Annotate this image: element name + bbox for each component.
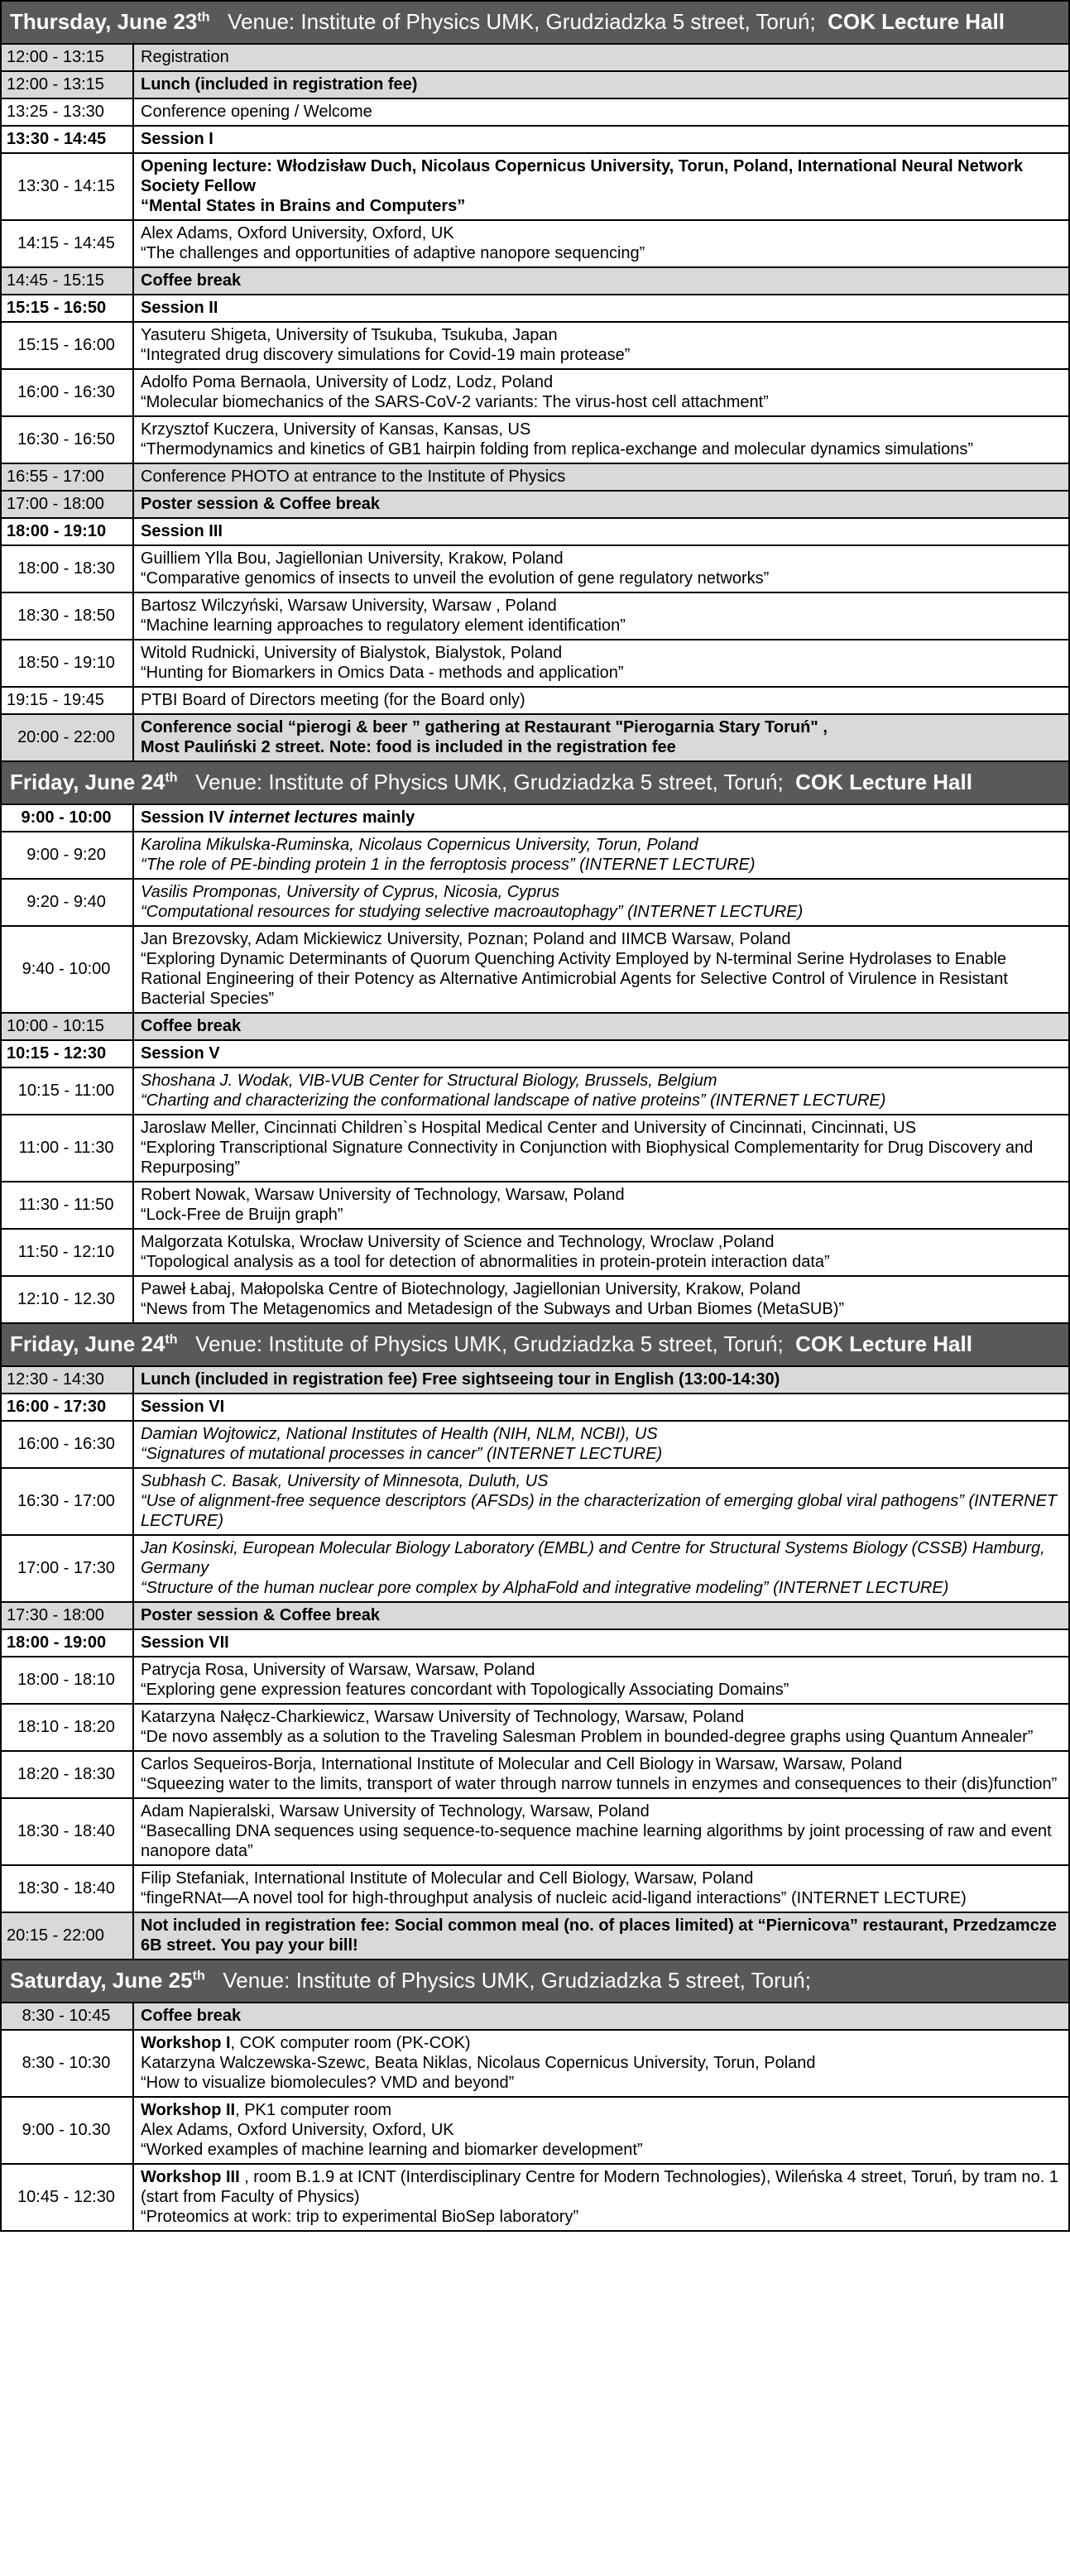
time-cell: 12:00 - 13:15 xyxy=(1,44,133,71)
schedule-row xyxy=(1,267,1069,295)
schedule-row xyxy=(1,98,1069,126)
time-cell: 10:15 - 12:30 xyxy=(1,1040,133,1067)
event-cell xyxy=(133,1182,1069,1229)
schedule-row xyxy=(1,1276,1069,1323)
time-cell: 18:00 - 19:00 xyxy=(1,1629,133,1657)
time-cell: 13:25 - 13:30 xyxy=(1,98,133,126)
time-cell: 9:00 - 9:20 xyxy=(1,832,133,879)
event-text: Session VII xyxy=(141,1633,229,1652)
event-text: , room B.1.9 at ICNT (Interdisciplinary Centre for Modern Technologies), Wileńska 4 street, Toruń, by tram no. 1 (start from Faculty of Physics) xyxy=(141,2168,1058,2206)
event-text: Krzysztof Kuczera, University of Kansas, Kansas, US xyxy=(141,420,531,439)
event-text: “Mental States in Brains and Computers” xyxy=(141,197,466,215)
event-text: Witold Rudnicki, University of Bialystok, Bialystok, Poland xyxy=(141,644,563,662)
event-text: Malgorzata Kotulska, Wrocław University of Science and Technology, Wroclaw ,Poland xyxy=(141,1233,775,1251)
event-cell xyxy=(133,369,1069,416)
schedule-row xyxy=(1,1115,1069,1182)
event-text: “fingeRNAt—A novel tool for high-throughput analysis of nucleic acid-ligand interactions” (INTERNET LECTURE) xyxy=(141,1889,967,1907)
event-cell xyxy=(133,1798,1069,1865)
day-venue: Venue: Institute of Physics UMK, Grudziadzka 5 street, Toruń; xyxy=(228,9,816,34)
schedule-row xyxy=(1,592,1069,640)
schedule-row xyxy=(1,518,1069,545)
schedule-row xyxy=(1,1798,1069,1865)
event-text: Conference opening / Welcome xyxy=(141,103,372,121)
event-cell xyxy=(133,879,1069,926)
event-cell xyxy=(133,463,1069,491)
schedule-row xyxy=(1,1629,1069,1657)
event-text: Poster session & Coffee break xyxy=(141,495,380,513)
time-cell: 17:00 - 18:00 xyxy=(1,491,133,518)
day-header xyxy=(1,1323,1069,1366)
event-text: Session IV xyxy=(141,808,229,827)
schedule-row xyxy=(1,1013,1069,1040)
day-title: Friday, June 24 xyxy=(10,770,166,794)
event-text: “Exploring gene expression features concordant with Topologically Associating Domains” xyxy=(141,1681,789,1699)
day-header xyxy=(1,1,1069,44)
schedule-row xyxy=(1,153,1069,220)
schedule-row xyxy=(1,545,1069,592)
event-text: Conference PHOTO at entrance to the Institute of Physics xyxy=(141,468,566,486)
time-cell: 16:55 - 17:00 xyxy=(1,463,133,491)
time-cell: 10:00 - 10:15 xyxy=(1,1013,133,1040)
event-text: Session V xyxy=(141,1044,220,1063)
event-cell xyxy=(133,1013,1069,1040)
event-cell xyxy=(133,804,1069,832)
schedule-row xyxy=(1,2164,1069,2231)
day-suffix: th xyxy=(165,1332,178,1347)
event-text: “Charting and characterizing the conformational landscape of native proteins” (INTERNET LECTURE) xyxy=(141,1091,886,1110)
time-cell: 16:00 - 17:30 xyxy=(1,1394,133,1421)
event-cell xyxy=(133,1535,1069,1602)
day-venue: Venue: Institute of Physics UMK, Grudziadzka 5 street, Toruń; xyxy=(195,770,784,794)
schedule-row xyxy=(1,44,1069,71)
event-cell xyxy=(133,1602,1069,1629)
event-text: Opening lecture: Włodzisław Duch, Nicolaus Copernicus University, Torun, Poland, International Neural Network Society Fellow xyxy=(141,157,1024,195)
event-text: Session I xyxy=(141,130,214,148)
event-text: “Machine learning approaches to regulatory element identification” xyxy=(141,616,626,635)
event-cell xyxy=(133,687,1069,714)
event-cell xyxy=(133,926,1069,1013)
event-cell xyxy=(133,491,1069,518)
time-cell: 18:30 - 18:40 xyxy=(1,1798,133,1865)
day-header xyxy=(1,761,1069,804)
time-cell: 9:20 - 9:40 xyxy=(1,879,133,926)
workshop-heading xyxy=(141,2167,1062,2207)
schedule-row xyxy=(1,295,1069,322)
event-cell xyxy=(133,2097,1069,2164)
time-cell: 12:10 - 12.30 xyxy=(1,1276,133,1323)
event-cell xyxy=(133,295,1069,322)
event-cell xyxy=(133,714,1069,761)
event-text: Alex Adams, Oxford University, Oxford, UK xyxy=(141,2121,454,2139)
schedule-row xyxy=(1,1751,1069,1798)
day-header-row xyxy=(1,1,1069,44)
time-cell: 18:30 - 18:40 xyxy=(1,1865,133,1912)
event-cell xyxy=(133,640,1069,687)
day-venue: Venue: Institute of Physics UMK, Grudziadzka 5 street, Toruń; xyxy=(195,1331,784,1356)
event-text: PTBI Board of Directors meeting (for the Board only) xyxy=(141,691,525,709)
time-cell: 18:20 - 18:30 xyxy=(1,1751,133,1798)
event-cell xyxy=(133,2003,1069,2030)
event-cell xyxy=(133,98,1069,126)
event-text: “Squeezing water to the limits, transport of water through narrow tunnels in enzymes and consequences to their (dis)function” xyxy=(141,1775,1058,1793)
event-text: Subhash C. Basak, University of Minnesota, Duluth, US xyxy=(141,1472,549,1490)
event-cell xyxy=(133,322,1069,369)
event-text: “Signatures of mutational processes in cancer” (INTERNET LECTURE) xyxy=(141,1445,663,1463)
schedule-row xyxy=(1,1602,1069,1629)
event-text: Damian Wojtowicz, National Institutes of Health (NIH, NLM, NCBI), US xyxy=(141,1425,658,1443)
event-cell xyxy=(133,592,1069,640)
event-text: “How to visualize biomolecules? VMD and beyond” xyxy=(141,2074,515,2092)
day-suffix: th xyxy=(192,1969,205,1984)
time-cell: 18:30 - 18:50 xyxy=(1,592,133,640)
time-cell: 19:15 - 19:45 xyxy=(1,687,133,714)
schedule-row xyxy=(1,463,1069,491)
event-cell xyxy=(133,126,1069,153)
event-text: “Integrated drug discovery simulations for Covid-19 main protease” xyxy=(141,346,631,364)
schedule-row xyxy=(1,714,1069,761)
event-text: Poster session & Coffee break xyxy=(141,1606,380,1624)
schedule-row xyxy=(1,879,1069,926)
event-text: Carlos Sequeiros-Borja, International Institute of Molecular and Cell Biology in Warsaw, Warsaw, Poland xyxy=(141,1755,903,1773)
time-cell: 14:45 - 15:15 xyxy=(1,267,133,295)
day-hall: COK Lecture Hall xyxy=(795,770,972,794)
day-suffix: th xyxy=(165,770,178,785)
event-text: Alex Adams, Oxford University, Oxford, UK xyxy=(141,224,454,242)
event-text: Coffee break xyxy=(141,1017,242,1035)
event-cell xyxy=(133,1865,1069,1912)
event-text: Katarzyna Walczewska-Szewc, Beata Niklas, Nicolaus Copernicus University, Torun, Poland xyxy=(141,2054,816,2072)
time-cell: 12:30 - 14:30 xyxy=(1,1366,133,1394)
time-cell: 17:30 - 18:00 xyxy=(1,1602,133,1629)
time-cell: 9:00 - 10.30 xyxy=(1,2097,133,2164)
event-text: , COK computer room (PK-COK) xyxy=(230,2034,471,2052)
workshop-heading xyxy=(141,2033,1062,2053)
time-cell: 12:00 - 13:15 xyxy=(1,71,133,98)
time-cell: 18:10 - 18:20 xyxy=(1,1704,133,1751)
schedule-row xyxy=(1,640,1069,687)
event-text: Coffee break xyxy=(141,2007,242,2025)
event-text: Karolina Mikulska-Ruminska, Nicolaus Copernicus University, Torun, Poland xyxy=(141,836,698,854)
event-text: “The challenges and opportunities of adaptive nanopore sequencing” xyxy=(141,244,645,262)
time-cell: 14:15 - 14:45 xyxy=(1,220,133,267)
schedule-row xyxy=(1,71,1069,98)
event-text: Yasuteru Shigeta, University of Tsukuba, Tsukuba, Japan xyxy=(141,326,558,344)
event-text: “The role of PE-binding protein 1 in the ferroptosis process” (INTERNET LECTURE) xyxy=(141,856,756,874)
event-text: Coffee break xyxy=(141,271,242,290)
schedule-row xyxy=(1,926,1069,1013)
event-cell xyxy=(133,1366,1069,1394)
schedule-row xyxy=(1,1657,1069,1704)
day-hall: COK Lecture Hall xyxy=(828,9,1005,34)
schedule-row xyxy=(1,1468,1069,1535)
day-header xyxy=(1,1960,1069,2003)
time-cell: 10:45 - 12:30 xyxy=(1,2164,133,2231)
event-cell xyxy=(133,267,1069,295)
schedule-row xyxy=(1,2097,1069,2164)
event-text: Conference social “pierogi & beer ” gathering at Restaurant "Pierogarnia Stary Toruń" , xyxy=(141,718,828,736)
time-cell: 11:30 - 11:50 xyxy=(1,1182,133,1229)
day-title: Saturday, June 25 xyxy=(10,1968,193,1993)
schedule-row xyxy=(1,1229,1069,1276)
event-text: “Comparative genomics of insects to unveil the evolution of gene regulatory networks” xyxy=(141,569,770,588)
event-text: Adolfo Poma Bernaola, University of Lodz, Lodz, Poland xyxy=(141,373,554,391)
event-text: Session II xyxy=(141,299,218,317)
event-cell xyxy=(133,2164,1069,2231)
schedule-row xyxy=(1,687,1069,714)
time-cell: 18:00 - 18:30 xyxy=(1,545,133,592)
schedule-row xyxy=(1,322,1069,369)
event-text: Patrycja Rosa, University of Warsaw, Warsaw, Poland xyxy=(141,1661,535,1679)
time-cell: 16:30 - 16:50 xyxy=(1,416,133,463)
event-text: Shoshana J. Wodak, VIB-VUB Center for Structural Biology, Brussels, Belgium xyxy=(141,1072,717,1090)
event-text: Workshop III xyxy=(141,2168,240,2186)
event-text: internet lectures xyxy=(228,808,358,827)
schedule-row xyxy=(1,1421,1069,1468)
event-text: “Structure of the human nuclear pore complex by AlphaFold and integrative modeling” (INTERNET LECTURE) xyxy=(141,1579,949,1597)
schedule-row xyxy=(1,220,1069,267)
event-cell xyxy=(133,1421,1069,1468)
event-cell xyxy=(133,1115,1069,1182)
schedule-row xyxy=(1,126,1069,153)
time-cell: 16:30 - 17:00 xyxy=(1,1468,133,1535)
event-cell xyxy=(133,1657,1069,1704)
event-text: “Molecular biomechanics of the SARS-CoV-2 variants: The virus-host cell attachment” xyxy=(141,393,769,411)
time-cell: 13:30 - 14:15 xyxy=(1,153,133,220)
event-text: Vasilis Promponas, University of Cyprus, Nicosia, Cyprus xyxy=(141,883,560,901)
event-cell xyxy=(133,1912,1069,1960)
time-cell: 18:00 - 19:10 xyxy=(1,518,133,545)
event-text: Robert Nowak, Warsaw University of Technology, Warsaw, Poland xyxy=(141,1186,625,1204)
time-cell: 18:00 - 18:10 xyxy=(1,1657,133,1704)
time-cell: 10:15 - 11:00 xyxy=(1,1067,133,1115)
schedule-row xyxy=(1,1704,1069,1751)
workshop-heading xyxy=(141,2100,1062,2120)
event-text: Workshop II xyxy=(141,2101,236,2119)
schedule-row xyxy=(1,1535,1069,1602)
event-cell xyxy=(133,416,1069,463)
event-text: “Topological analysis as a tool for detection of abnormalities in protein-protein interaction data” xyxy=(141,1253,830,1271)
event-text: Not included in registration fee: Social common meal (no. of places limited) at “Piernicova” restaurant, Przedzamcze 6B street. You pay your bill! xyxy=(141,1916,1057,1955)
event-text: Jan Kosinski, European Molecular Biology Laboratory (EMBL) and Centre for Structural Systems Biology (CSSB) Hamburg, Germany xyxy=(141,1539,1045,1577)
event-cell xyxy=(133,1468,1069,1535)
event-text: Jan Brezovsky, Adam Mickiewicz University, Poznan; Poland and IIMCB Warsaw, Poland xyxy=(141,930,791,948)
time-cell: 16:00 - 16:30 xyxy=(1,1421,133,1468)
schedule-row xyxy=(1,1040,1069,1067)
time-cell: 13:30 - 14:45 xyxy=(1,126,133,153)
time-cell: 20:00 - 22:00 xyxy=(1,714,133,761)
event-text: Guilliem Ylla Bou, Jagiellonian University, Krakow, Poland xyxy=(141,549,564,568)
event-text: Registration xyxy=(141,48,229,66)
time-cell: 20:15 - 22:00 xyxy=(1,1912,133,1960)
schedule-row xyxy=(1,1912,1069,1960)
schedule-row xyxy=(1,1865,1069,1912)
event-text: Lunch (included in registration fee) Free sightseeing tour in English (13:00-14:30) xyxy=(141,1370,780,1389)
time-cell: 17:00 - 17:30 xyxy=(1,1535,133,1602)
event-cell xyxy=(133,518,1069,545)
event-cell xyxy=(133,44,1069,71)
event-text: “Exploring Transcriptional Signature Connectivity in Conjunction with Biophysical Complementarity for Drug Discovery and Repurposing” xyxy=(141,1139,1034,1177)
day-header-row xyxy=(1,761,1069,804)
event-cell xyxy=(133,2030,1069,2097)
time-cell: 11:50 - 12:10 xyxy=(1,1229,133,1276)
time-cell: 15:15 - 16:00 xyxy=(1,322,133,369)
event-text: “Computational resources for studying selective macroautophagy” (INTERNET LECTURE) xyxy=(141,903,804,921)
event-cell xyxy=(133,545,1069,592)
event-cell xyxy=(133,220,1069,267)
time-cell: 8:30 - 10:45 xyxy=(1,2003,133,2030)
event-text: “Worked examples of machine learning and biomarker development” xyxy=(141,2141,643,2159)
event-text: mainly xyxy=(357,808,415,827)
day-title: Friday, June 24 xyxy=(10,1331,166,1356)
time-cell: 8:30 - 10:30 xyxy=(1,2030,133,2097)
day-venue: Venue: Institute of Physics UMK, Grudziadzka 5 street, Toruń; xyxy=(223,1968,811,1993)
schedule-row xyxy=(1,1394,1069,1421)
event-text: Paweł Łabaj, Małopolska Centre of Biotechnology, Jagiellonian University, Krakow, Poland xyxy=(141,1280,801,1298)
event-text: “Use of alignment-free sequence descriptors (AFSDs) in the characterization of emerging global viral pathogens” (INTERNET LECTURE) xyxy=(141,1492,1058,1530)
event-cell xyxy=(133,1040,1069,1067)
schedule-row xyxy=(1,832,1069,879)
schedule-row xyxy=(1,1366,1069,1394)
schedule-row xyxy=(1,804,1069,832)
event-cell xyxy=(133,1629,1069,1657)
event-cell xyxy=(133,1751,1069,1798)
event-cell xyxy=(133,832,1069,879)
event-cell xyxy=(133,1394,1069,1421)
time-cell: 11:00 - 11:30 xyxy=(1,1115,133,1182)
schedule-row xyxy=(1,2003,1069,2030)
event-text: “Hunting for Biomarkers in Omics Data - methods and application” xyxy=(141,664,624,682)
event-cell xyxy=(133,1229,1069,1276)
event-text: “De novo assembly as a solution to the Traveling Salesman Problem in bounded-degree graphs using Quantum Annealer” xyxy=(141,1728,1034,1746)
event-text: Lunch (included in registration fee) xyxy=(141,75,418,94)
event-cell xyxy=(133,1067,1069,1115)
event-cell xyxy=(133,1704,1069,1751)
day-hall: COK Lecture Hall xyxy=(795,1331,972,1356)
event-text: Workshop I xyxy=(141,2034,231,2052)
event-text: Session III xyxy=(141,522,223,540)
event-text: Jaroslaw Meller, Cincinnati Children`s Hospital Medical Center and University of Cincinnati, Cincinnati, US xyxy=(141,1119,917,1137)
schedule-row xyxy=(1,416,1069,463)
event-text: Katarzyna Nałęcz-Charkiewicz, Warsaw University of Technology, Warsaw, Poland xyxy=(141,1708,745,1726)
event-cell xyxy=(133,1276,1069,1323)
schedule-row xyxy=(1,369,1069,416)
time-cell: 16:00 - 16:30 xyxy=(1,369,133,416)
event-text: “Exploring Dynamic Determinants of Quorum Quenching Activity Employed by N-terminal Serine Hydrolases to Enable Rational Engineering of their Potency as Alternative Antimicrobial Agents for Selective Control of Virulence in Resistant Bacterial Species” xyxy=(141,950,1008,1008)
event-text: Bartosz Wilczyński, Warsaw University, Warsaw , Poland xyxy=(141,597,557,615)
event-text: “News from The Metagenomics and Metadesign of the Subways and Urban Biomes (MetaSUB)” xyxy=(141,1300,845,1318)
event-text: Adam Napieralski, Warsaw University of Technology, Warsaw, Poland xyxy=(141,1802,650,1820)
schedule-row xyxy=(1,1182,1069,1229)
time-cell: 9:00 - 10:00 xyxy=(1,804,133,832)
day-suffix: th xyxy=(197,10,210,25)
event-cell xyxy=(133,153,1069,220)
event-text: Most Pauliński 2 street. Note: food is included in the registration fee xyxy=(141,738,676,756)
event-text: Session VI xyxy=(141,1398,225,1416)
day-title: Thursday, June 23 xyxy=(10,9,198,34)
time-cell: 9:40 - 10:00 xyxy=(1,926,133,1013)
schedule-row xyxy=(1,2030,1069,2097)
event-text: “Thermodynamics and kinetics of GB1 hairpin folding from replica-exchange and molecular dynamics simulations” xyxy=(141,440,974,458)
event-text: , PK1 computer room xyxy=(235,2101,392,2119)
time-cell: 18:50 - 19:10 xyxy=(1,640,133,687)
event-text: “Lock-Free de Bruijn graph” xyxy=(141,1206,343,1224)
time-cell: 15:15 - 16:50 xyxy=(1,295,133,322)
day-header-row xyxy=(1,1960,1069,2003)
event-cell xyxy=(133,71,1069,98)
event-text: Filip Stefaniak, International Institute of Molecular and Cell Biology, Warsaw, Poland xyxy=(141,1869,754,1888)
event-text: “Basecalling DNA sequences using sequence-to-sequence machine learning algorithms by joint processing of raw and event nanopore data” xyxy=(141,1822,1052,1860)
schedule-row xyxy=(1,491,1069,518)
day-header-row xyxy=(1,1323,1069,1366)
schedule-row xyxy=(1,1067,1069,1115)
event-text: “Proteomics at work: trip to experimental BioSep laboratory” xyxy=(141,2208,579,2226)
